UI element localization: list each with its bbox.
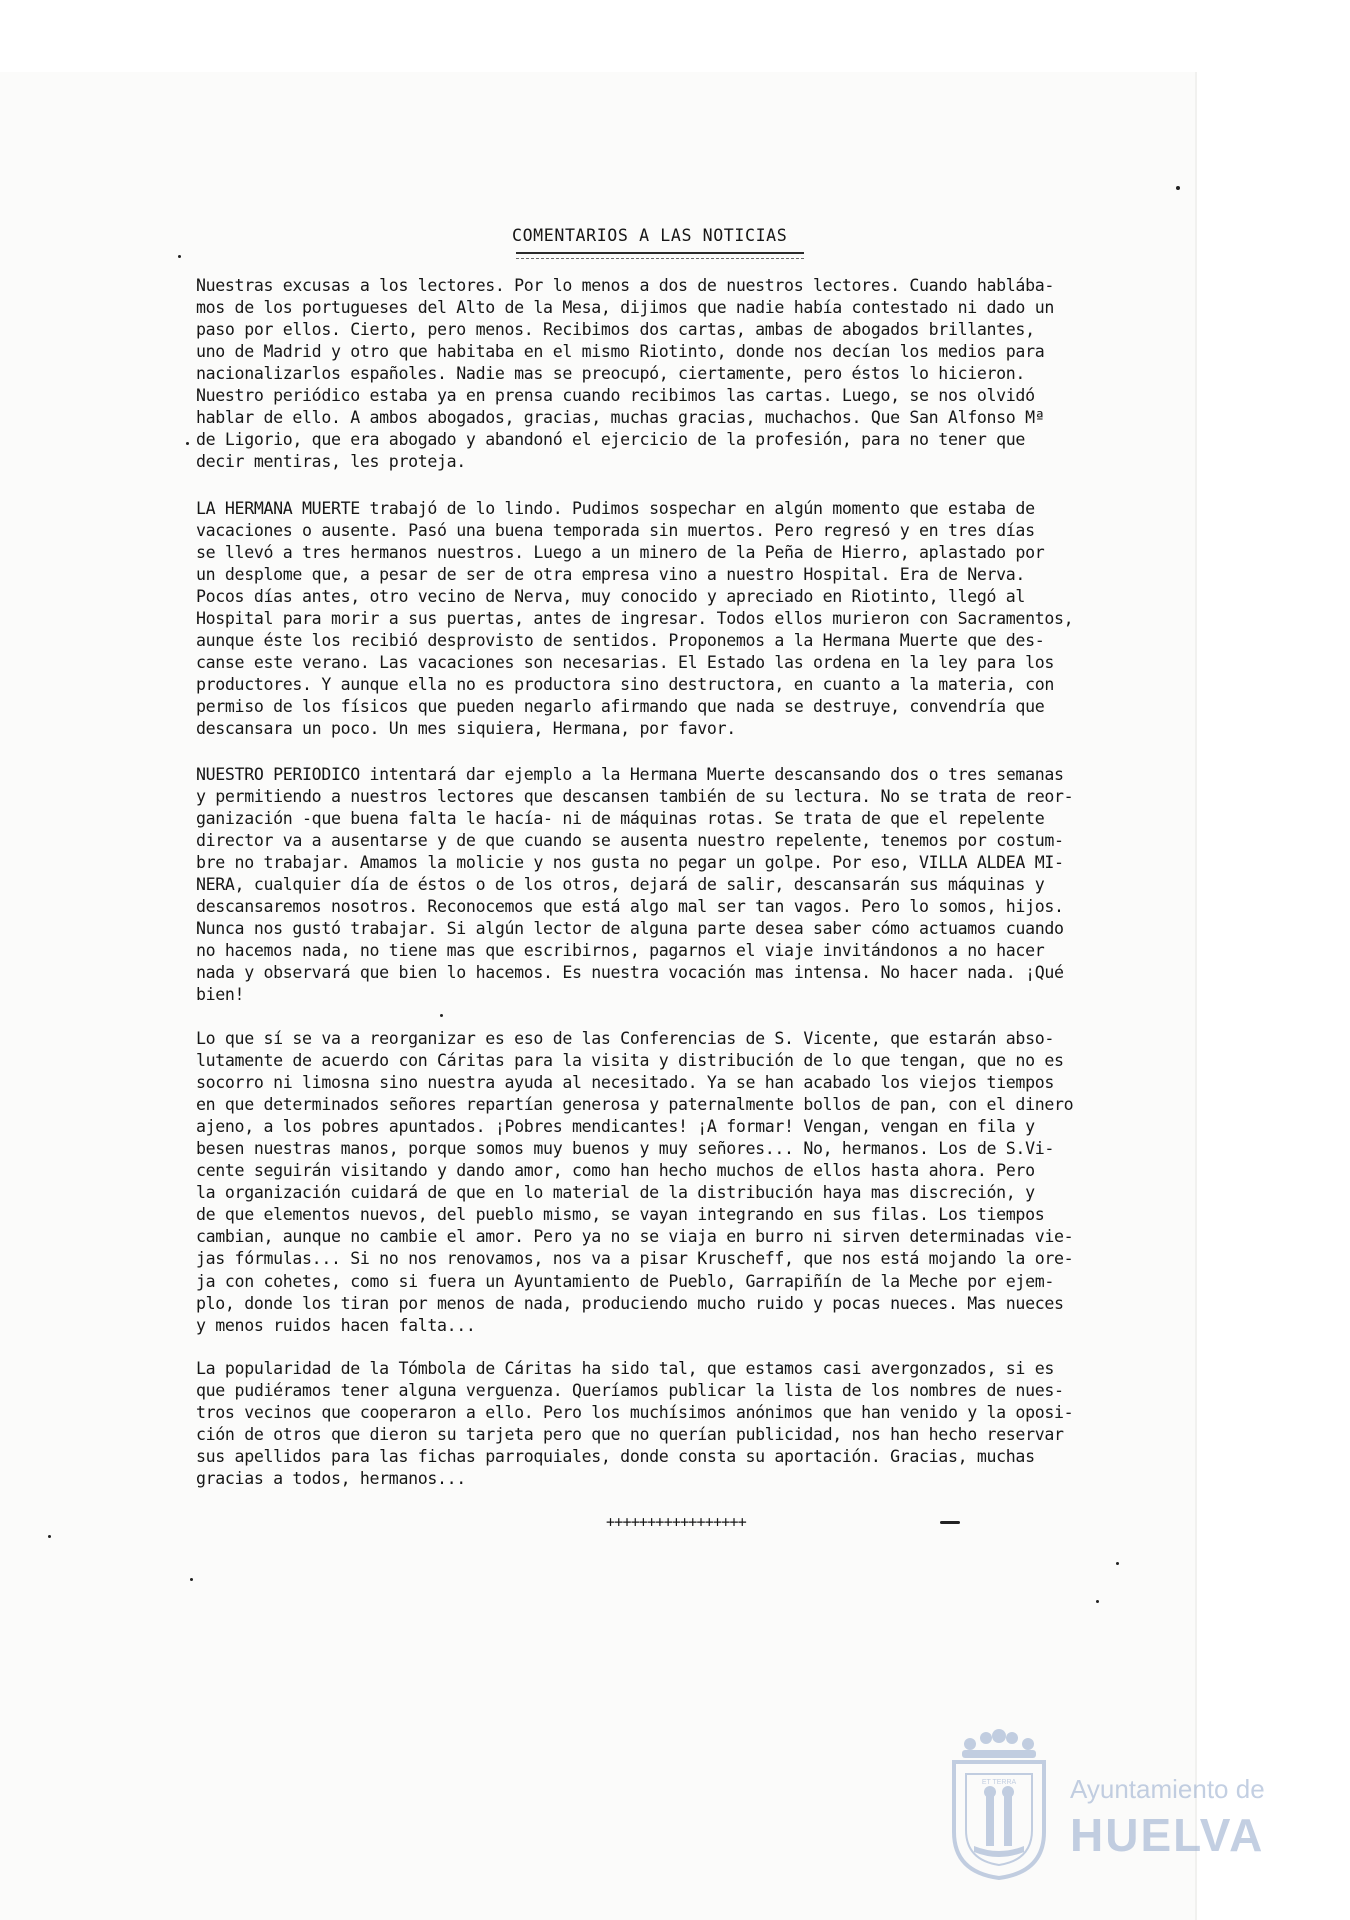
svg-text:ET TERRA: ET TERRA (981, 1779, 1017, 1786)
watermark-line2: HUELVA (1070, 1809, 1265, 1861)
huelva-shield-icon (940, 1722, 1058, 1882)
title-underline-dashed (516, 258, 804, 259)
scan-speck (190, 1578, 193, 1581)
paragraph-nuestro-periodico: NUESTRO PERIODICO intentará dar ejemplo a la Hermana Muerte descansando dos o tres semanas y permitiendo a nuestros lectores que descansen también de su lectura. No se trata de reor- ganización -que buena falta le hacía- ni de máquinas rotas. Se trata de que el repelente director va a ausentarse y de que cuando se ausenta nuestro repelente, tenemos por costum- bre no trabajar. Amamos la molicie y nos gusta no pegar un golpe. Por eso, VILLA ALDEA MI- NERA, cualquier día de éstos o de los otros, dejará de salir, descansarán sus máquinas y descansaremos nosotros. Reconocemos que está algo mal ser tan vagos. Pero lo somos, hijos. Nunca nos gustó trabajar. Si algún lector de alguna parte desea saber cómo actuamos cuando no hacemos nada, no tiene mas que escribirnos, pagarnos el viaje invitándonos a no hacer nada y observará que bien lo hacemos. Es nuestra vocación mas intensa. No hacer nada. ¡Qué bien! (196, 765, 1074, 1005)
scan-speck (1176, 186, 1180, 190)
paragraph-excusas: Nuestras excusas a los lectores. Por lo menos a dos de nuestros lectores. Cuando hablába- mos de los portugueses del Alto de la Mesa, dijimos que nadie había contestado ni dado un paso por ellos. Cierto, pero menos. Recibimos dos cartas, ambas de abogados brillantes, uno de Madrid y otro que habitaba en el mismo Riotinto, donde nos decían los medios para nacionalizarlos españoles. Nadie mas se preocupó, ciertamente, pero éstos lo hicieron. Nuestro periódico estaba ya en prensa cuando recibimos las cartas. Luego, se nos olvidó hablar de ello. A ambos abogados, gracias, muchas gracias, muchachos. Que San Alfonso Mª de Ligorio, que era abogado y abandonó el ejercicio de la profesión, para no tener que decir mentiras, les proteja. (196, 276, 1054, 472)
document-title: COMENTARIOS A LAS NOTICIAS (512, 226, 788, 245)
paragraph-conferencias: Lo que sí se va a reorganizar es eso de las Conferencias de S. Vicente, que estarán abso- lutamente de acuerdo con Cáritas para la visita y distribución de lo que tengan, que no es socorro ni limosna sino nuestra ayuda al necesitado. Ya se han acabado los viejos tiempos en que determinados señores repartían generosa y paternalmente bollos de pan, con el dinero ajeno, a los pobres apuntados. ¡Pobres mendicantes! ¡A formar! Vengan, vengan en fila y besen nuestras manos, porque somos muy buenos y muy señores... No, hermanos. Los de S.Vi- cente seguirán visitando y dando amor, como han hecho muchos de ellos hasta ahora. Pero la organización cuidará de que en lo material de la distribución haya mas discreción, y de que elementos nuevos, del pueblo mismo, se vayan integrando en sus filas. Los tiempos cambian, aunque no cambie el amor. Pero ya no se viaja en burro ni sirven determinadas vie- jas fórmulas... Si no nos renovamos, nos va a pisar Kruscheff, que nos está mojando la ore- ja con cohetes, como si fuera un Ayuntamiento de Pueblo, Garrapiñín de la Meche por ejem- plo, donde los tiran por menos de nada, produciendo mucho ruido y pocas nueces. Mas nueces y menos ruidos hacen falta... (196, 1029, 1074, 1335)
scan-speck (178, 255, 181, 258)
watermark (940, 1722, 1320, 1882)
paragraph-tombola: La popularidad de la Tómbola de Cáritas ha sido tal, que estamos casi avergonzados, si es que pudiéramos tener alguna verguenza. Queríamos publicar la lista de los nombres de nues- tros vecinos que cooperaron a ello. Pero los muchísimos anónimos que han venido y la oposi- ción de otros que dieron su tarjeta pero que no querían publicidad, nos han hecho reservar sus apellidos para las fichas parroquiales, donde consta su aportación. Gracias, muchas gracias a todos, hermanos... (196, 1359, 1074, 1489)
paragraph-hermana-muerte: LA HERMANA MUERTE trabajó de lo lindo. Pudimos sospechar en algún momento que estaba de vacaciones o ausente. Pasó una buena temporada sin muertos. Pero regresó y en tres días se llevó a tres hermanos nuestros. Luego a un minero de la Peña de Hierro, aplastado por un desplome que, a pesar de ser de otra empresa vino a nuestro Hospital. Era de Nerva. Pocos días antes, otro vecino de Nerva, muy conocido y apreciado en Riotinto, llegó al Hospital para morir a sus puertas, antes de ingresar. Todos ellos murieron con Sacramentos, aunque éste los recibió desprovisto de sentidos. Proponemos a la Hermana Muerte que des- canse este verano. Las vacaciones son necesarias. El Estado las ordena en la ley para los productores. Y aunque ella no es productora sino destructora, en cuanto a la materia, con permiso de los físicos que pueden negarlo afirmando que nada se destruye, convendría que descansara un poco. Un mes siquiera, Hermana, por favor. (196, 499, 1074, 739)
end-mark: +++++++++++++++++ (606, 1513, 746, 1531)
watermark-line1: Ayuntamiento de (1070, 1774, 1265, 1804)
title-underline (516, 252, 804, 254)
scan-speck (940, 1521, 960, 1524)
scan-speck (1096, 1600, 1099, 1603)
scan-speck (1116, 1562, 1119, 1565)
scan-speck (440, 1014, 443, 1017)
scan-speck (48, 1535, 51, 1538)
scan-speck (186, 442, 189, 445)
